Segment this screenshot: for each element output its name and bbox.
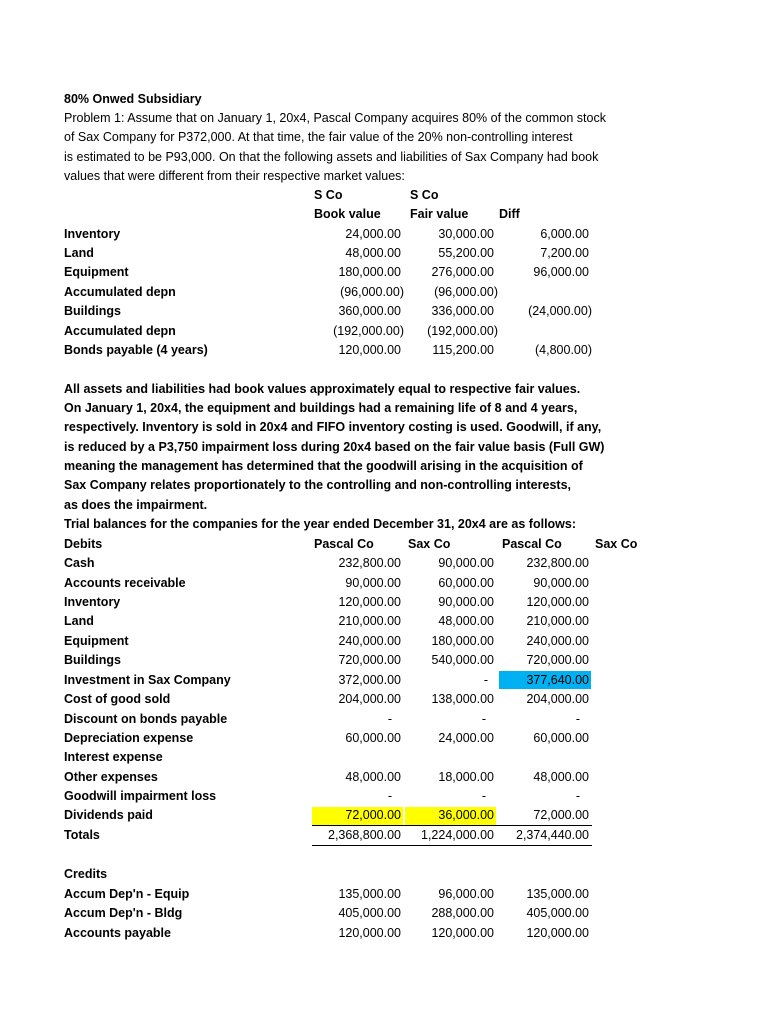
fv-fair-value: (192,000.00) <box>427 324 498 338</box>
fv-book-value: (96,000.00) <box>340 285 404 299</box>
credits-label: Credits <box>64 867 108 881</box>
tb-pascal-value: 48,000.00 <box>345 770 401 784</box>
tb-pascal2-value: 120,000.00 <box>526 926 589 940</box>
tb-pascal-value: 210,000.00 <box>338 614 401 628</box>
tb-pascal2-value: 232,800.00 <box>526 556 589 570</box>
tb-pascal-value: 135,000.00 <box>338 887 401 901</box>
fv-row-label: Accumulated depn <box>64 324 176 338</box>
tb-row-label: Goodwill impairment loss <box>64 789 217 803</box>
fv-diff: (24,000.00) <box>528 304 592 318</box>
fv-book-value: 48,000.00 <box>345 246 401 260</box>
tb-pascal2-value: 60,000.00 <box>533 731 589 745</box>
tb-row-label: Accounts payable <box>64 926 171 940</box>
tb-pascal-value: 120,000.00 <box>338 926 401 940</box>
tb-sax-value: 90,000.00 <box>438 556 494 570</box>
note-line: meaning the management has determined that the goodwill arising in the acquisition of <box>64 459 583 473</box>
fv-diff: (4,800.00) <box>535 343 592 357</box>
tb-header-sax: Sax Co <box>408 537 451 551</box>
tb-pascal2-value: - <box>575 712 580 726</box>
fv-fair-value: 30,000.00 <box>438 227 494 241</box>
tb-row-label: Cash <box>64 556 95 570</box>
fv-book-value: 180,000.00 <box>338 265 401 279</box>
debits-label: Debits <box>64 537 103 551</box>
tb-sax-value: - <box>483 673 488 687</box>
tb-row-label: Dividends paid <box>64 808 153 822</box>
tb-row-label: Investment in Sax Company <box>64 673 231 687</box>
totals-top-border <box>312 825 592 826</box>
tb-pascal2-value: 720,000.00 <box>526 653 589 667</box>
fv-header-sco: S Co <box>410 188 439 202</box>
tb-header-sax: Sax Co <box>595 537 638 551</box>
tb-row-label: Cost of good sold <box>64 692 171 706</box>
tb-pascal2-value: 120,000.00 <box>526 595 589 609</box>
fv-row-label: Bonds payable (4 years) <box>64 343 208 357</box>
tb-sax-value: 288,000.00 <box>431 906 494 920</box>
page-title: 80% Onwed Subsidiary <box>64 92 202 106</box>
fv-header-fair-value: Fair value <box>410 207 469 221</box>
tb-row-label: Accum Dep'n - Equip <box>64 887 190 901</box>
tb-row-label: Equipment <box>64 634 129 648</box>
tb-pascal2-total: 2,374,440.00 <box>516 828 589 842</box>
tb-pascal2-value: 405,000.00 <box>526 906 589 920</box>
tb-row-label: Other expenses <box>64 770 158 784</box>
note-line: is reduced by a P3,750 impairment loss during 20x4 based on the fair value basis (Full GW) <box>64 440 605 454</box>
tb-pascal-value: - <box>387 789 392 803</box>
tb-pascal-value: 720,000.00 <box>338 653 401 667</box>
tb-sax-value: 60,000.00 <box>438 576 494 590</box>
tb-sax-value: 120,000.00 <box>431 926 494 940</box>
tb-pascal-value: - <box>387 712 392 726</box>
fv-fair-value: (96,000.00) <box>434 285 498 299</box>
tb-pascal-value: 90,000.00 <box>345 576 401 590</box>
fv-row-label: Accumulated depn <box>64 285 176 299</box>
tb-pascal-value: 405,000.00 <box>338 906 401 920</box>
tb-pascal-value: 240,000.00 <box>338 634 401 648</box>
fv-row-label: Land <box>64 246 94 260</box>
fv-book-value: 24,000.00 <box>345 227 401 241</box>
note-line: All assets and liabilities had book values approximately equal to respective fair values. <box>64 382 581 396</box>
fv-header-diff: Diff <box>499 207 520 221</box>
fv-fair-value: 55,200.00 <box>438 246 494 260</box>
tb-pascal2-value: 377,640.00 <box>526 673 589 687</box>
tb-row-label: Interest expense <box>64 750 163 764</box>
intro-line: values that were different from their respective market values: <box>64 169 405 183</box>
note-line: Trial balances for the companies for the year ended December 31, 20x4 are as follows: <box>64 517 577 531</box>
tb-row-label: Buildings <box>64 653 121 667</box>
tb-pascal2-value: 72,000.00 <box>533 808 589 822</box>
fv-fair-value: 336,000.00 <box>431 304 494 318</box>
fv-header-book-value: Book value <box>314 207 381 221</box>
fv-fair-value: 276,000.00 <box>431 265 494 279</box>
tb-pascal2-value: 240,000.00 <box>526 634 589 648</box>
tb-sax-value: 96,000.00 <box>438 887 494 901</box>
tb-sax-value: 540,000.00 <box>431 653 494 667</box>
tb-pascal-value: 60,000.00 <box>345 731 401 745</box>
tb-pascal2-value: - <box>575 789 580 803</box>
intro-line: is estimated to be P93,000. On that the following assets and liabilities of Sax Company had book <box>64 150 599 164</box>
fv-diff: 96,000.00 <box>533 265 589 279</box>
tb-sax-value: - <box>481 712 486 726</box>
tb-header-pascal: Pascal Co <box>314 537 374 551</box>
fv-book-value: 360,000.00 <box>338 304 401 318</box>
tb-row-label: Land <box>64 614 94 628</box>
tb-pascal2-value: 204,000.00 <box>526 692 589 706</box>
note-line: as does the impairment. <box>64 498 208 512</box>
intro-line: of Sax Company for P372,000. At that time, the fair value of the 20% non-controlling interest <box>64 130 573 144</box>
tb-header-pascal: Pascal Co <box>502 537 562 551</box>
tb-totals-label: Totals <box>64 828 100 842</box>
tb-sax-value: 36,000.00 <box>438 808 494 822</box>
tb-sax-value: - <box>481 789 486 803</box>
fv-diff: 7,200.00 <box>540 246 589 260</box>
tb-sax-value: 48,000.00 <box>438 614 494 628</box>
note-line: On January 1, 20x4, the equipment and buildings had a remaining life of 8 and 4 years, <box>64 401 578 415</box>
tb-row-label: Accounts receivable <box>64 576 186 590</box>
fv-diff: 6,000.00 <box>540 227 589 241</box>
note-line: respectively. Inventory is sold in 20x4 and FIFO inventory costing is used. Goodwill, if any, <box>64 420 602 434</box>
fv-row-label: Buildings <box>64 304 121 318</box>
tb-sax-value: 18,000.00 <box>438 770 494 784</box>
tb-pascal-value: 204,000.00 <box>338 692 401 706</box>
note-line: Sax Company relates proportionately to the controlling and non-controlling interests, <box>64 478 571 492</box>
tb-row-label: Accum Dep'n - Bldg <box>64 906 183 920</box>
fv-header-sco: S Co <box>314 188 343 202</box>
tb-pascal2-value: 48,000.00 <box>533 770 589 784</box>
tb-pascal-total: 2,368,800.00 <box>328 828 401 842</box>
fv-fair-value: 115,200.00 <box>432 343 494 357</box>
tb-sax-value: 90,000.00 <box>438 595 494 609</box>
tb-row-label: Discount on bonds payable <box>64 712 228 726</box>
fv-row-label: Inventory <box>64 227 121 241</box>
fv-book-value: (192,000.00) <box>333 324 404 338</box>
tb-sax-value: 24,000.00 <box>438 731 494 745</box>
fv-book-value: 120,000.00 <box>338 343 401 357</box>
tb-sax-value: 138,000.00 <box>431 692 494 706</box>
fv-row-label: Equipment <box>64 265 129 279</box>
tb-pascal2-value: 210,000.00 <box>526 614 589 628</box>
totals-bottom-border <box>312 845 592 846</box>
tb-row-label: Inventory <box>64 595 121 609</box>
tb-pascal2-value: 135,000.00 <box>526 887 589 901</box>
tb-pascal-value: 120,000.00 <box>338 595 401 609</box>
tb-pascal-value: 72,000.00 <box>345 808 401 822</box>
tb-pascal-value: 232,800.00 <box>338 556 401 570</box>
tb-row-label: Depreciation expense <box>64 731 194 745</box>
intro-line: Problem 1: Assume that on January 1, 20x4, Pascal Company acquires 80% of the common stock <box>64 111 606 125</box>
tb-pascal-value: 372,000.00 <box>338 673 401 687</box>
tb-sax-value: 180,000.00 <box>431 634 494 648</box>
tb-pascal2-value: 90,000.00 <box>533 576 589 590</box>
tb-sax-total: 1,224,000.00 <box>421 828 494 842</box>
